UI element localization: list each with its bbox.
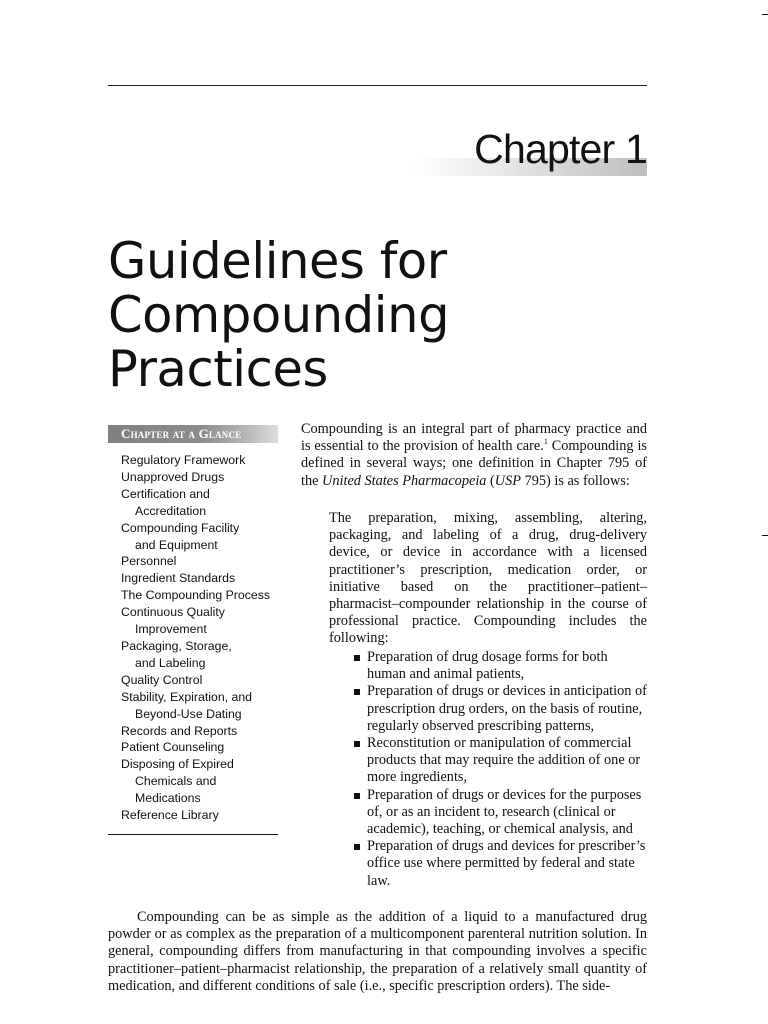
glance-item [121, 452, 291, 469]
bullet-text: Reconstitution or manipulation of commercial products that may require the addition of one or more ingredients, [367, 735, 641, 786]
glance-item [121, 807, 291, 824]
glance-item-text: Disposing of Expired [121, 757, 234, 772]
closing-paragraph: Compounding can be as simple as the addition of a liquid to a manufactured drug powder or as complex as the preparation of a multicomponent parenteral nutrition solution. In general, compounding differs from manufacturing in that compounding involves a specific practitioner–patient–pharmacist relationship, the preparation of a relatively small quantity of medication, and different conditions of sale (i.e., specific prescription orders). The side- [108, 909, 647, 994]
title-line: Practices [108, 340, 328, 398]
bullet-item [354, 787, 647, 839]
glance-item-text: Medications [135, 791, 201, 806]
glance-item-continuation: and Equipment [135, 537, 218, 552]
chapter-at-a-glance-list [121, 452, 291, 824]
square-bullet-icon [354, 844, 360, 850]
glance-item-continuation: and Labeling [135, 655, 206, 670]
glance-item-text: Compounding Facility [121, 520, 240, 535]
bullet-item [354, 838, 647, 890]
glance-item [121, 638, 291, 672]
glance-item-text: Patient Counseling [121, 740, 225, 755]
page-edge-mark [762, 14, 768, 15]
footnote-marker: 1 [543, 437, 548, 447]
bullet-text: Preparation of drug dosage forms for both human and animal patients, [367, 649, 608, 683]
definition-quote: The preparation, mixing, assembling, altering, packaging, and labeling of a drug, drug-delivery device, or device in accordance with a licensed practitioner’s prescription, medication order, or initiative based on the practitioner–patient–pharmacist–compounder relationship in the course of professional practice. Compounding includes the following: [329, 510, 647, 647]
glance-item [121, 469, 291, 486]
glance-item-text: Ingredient Standards [121, 571, 236, 586]
square-bullet-icon [354, 793, 360, 799]
bullet-item [354, 683, 647, 735]
glance-item [121, 723, 291, 740]
bullet-text: Preparation of drugs or devices for the purposes of, or as an incident to, research (clinical or academic), teaching, or chemical analysis, and [367, 786, 642, 838]
intro-paragraph [301, 421, 647, 490]
chapter-number: Chapter 1 [474, 126, 647, 172]
glance-item [121, 756, 291, 790]
glance-item [121, 689, 291, 723]
bullet-item [354, 735, 647, 787]
compounding-activities-list [354, 649, 647, 890]
glance-item [121, 553, 291, 570]
header-rule [108, 85, 647, 86]
usp-abbreviation: USP [494, 472, 521, 489]
glance-item [121, 486, 291, 520]
glance-item [121, 570, 291, 587]
chapter-title [108, 234, 708, 396]
bullet-text: Preparation of drugs and devices for prescriber’s office use where permitted by federal and state law. [367, 838, 646, 889]
glance-header-label: Chapter at a Glance [121, 426, 242, 441]
glance-item [121, 604, 291, 638]
square-bullet-icon [354, 655, 360, 661]
glance-item-text: Personnel [121, 554, 177, 569]
square-bullet-icon [354, 689, 360, 695]
title-line: Compounding [108, 286, 450, 344]
bullet-text: Preparation of drugs or devices in anticipation of prescription drug orders, on the basis of routine, regularly observed prescribing patterns, [367, 683, 647, 734]
glance-item-continuation: Improvement [135, 622, 207, 637]
glance-item-text: Reference Library [121, 808, 219, 823]
glance-item-continuation: Chemicals and [135, 774, 217, 789]
square-bullet-icon [354, 741, 360, 747]
glance-item [121, 790, 291, 807]
intro-text: 795) is as follows: [521, 472, 630, 489]
intro-text: ( [486, 472, 495, 489]
glance-item-text: Records and Reports [121, 723, 238, 738]
bullet-item [354, 649, 647, 683]
glance-item-text: The Compounding Process [121, 588, 271, 603]
glance-item-continuation: Beyond-Use Dating [135, 706, 242, 721]
glance-item-text: Stability, Expiration, and [121, 689, 253, 704]
glance-item-text: Regulatory Framework [121, 453, 246, 467]
glance-item [121, 587, 291, 604]
page-edge-mark [762, 535, 768, 536]
chapter-at-a-glance-header [108, 425, 278, 443]
glance-item-text: Continuous Quality [121, 605, 225, 620]
glance-item-text: Packaging, Storage, [121, 638, 232, 653]
glance-item-text: Certification and [121, 486, 210, 501]
glance-item-continuation: Accreditation [135, 503, 207, 518]
glance-item [121, 739, 291, 756]
title-line: Guidelines for [108, 232, 447, 290]
intro-text: Compounding is an integral part of pharmacy practice and is essential to the provision of health care. [301, 421, 647, 455]
glance-item-text: Quality Control [121, 672, 203, 687]
glance-item [121, 520, 291, 554]
glance-item-text: Unapproved Drugs [121, 469, 225, 484]
usp-title: United States Pharmacopeia [322, 472, 487, 489]
glance-bottom-rule [108, 834, 278, 835]
intro-text: Compounding is defined in several ways; one definition in Chapter 795 of the [301, 438, 647, 489]
glance-item [121, 672, 291, 689]
